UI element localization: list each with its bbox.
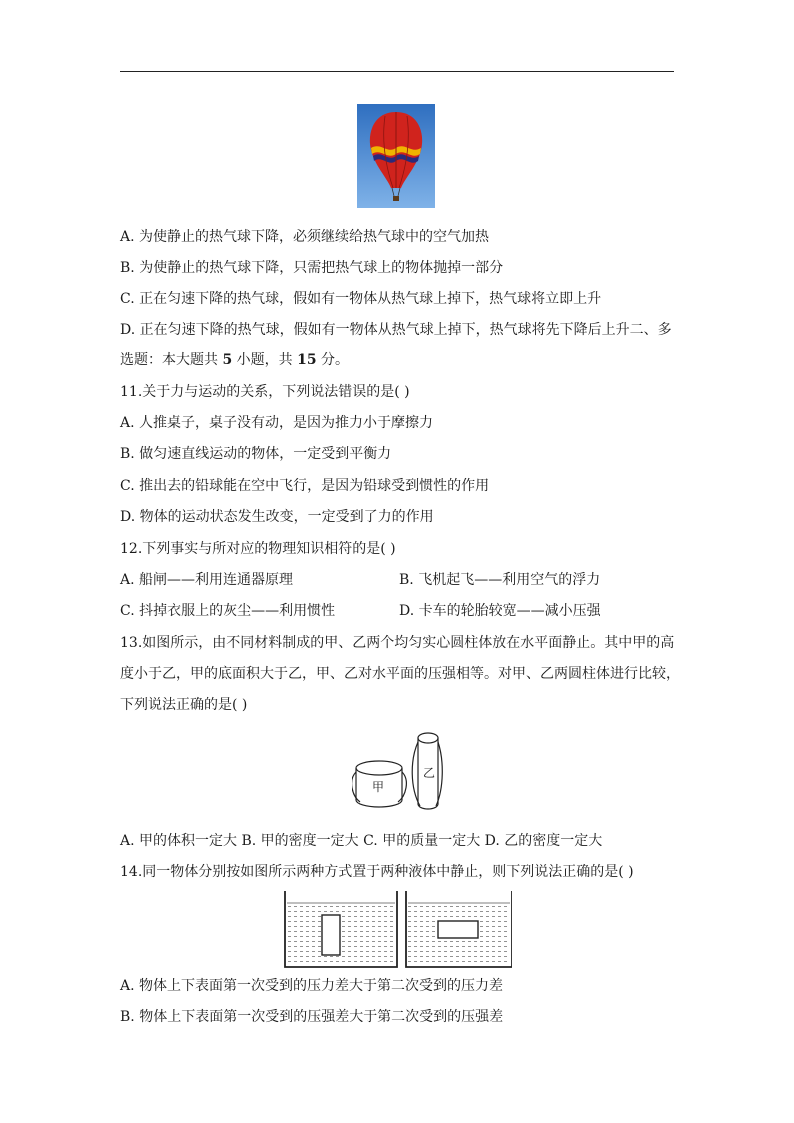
q12-option-a: A. 船闸——利用连通器原理	[120, 572, 294, 588]
q11-option-b: B. 做匀速直线运动的物体，一定受到平衡力	[120, 446, 392, 462]
question-12: 12.下列事实与所对应的物理知识相符的是( )	[120, 541, 396, 557]
question-13-line1: 13.如图所示，由不同材料制成的甲、乙两个均匀实心圆柱体放在水平面静止。其中甲的高	[120, 635, 675, 651]
option-d-balloon: D. 正在匀速下降的热气球，假如有一物体从热气球上掉下，热气球将先下降后上升二、多	[120, 322, 672, 338]
hot-air-balloon-image	[357, 104, 435, 208]
q12-option-c: C. 抖掉衣服上的灰尘——利用惯性	[120, 603, 336, 619]
question-13-line3: 下列说法正确的是( )	[120, 697, 248, 713]
q12-option-d: D. 卡车的轮胎较宽——减小压强	[399, 603, 601, 619]
q13-options: A. 甲的体积一定大 B. 甲的密度一定大 C. 甲的质量一定大 D. 乙的密度一定大	[120, 833, 603, 849]
q12-option-b: B. 飞机起飞——利用空气的浮力	[399, 572, 601, 588]
question-14: 14.同一物体分别按如图所示两种方式置于两种液体中静止，则下列说法正确的是( )	[120, 864, 634, 880]
header-rule	[120, 71, 674, 72]
q11-option-a: A. 人推桌子，桌子没有动，是因为推力小于摩擦力	[120, 415, 434, 431]
option-b-balloon: B. 为使静止的热气球下降，只需把热气球上的物体抛掉一部分	[120, 260, 504, 276]
option-c-balloon: C. 正在匀速下降的热气球，假如有一物体从热气球上掉下，热气球将立即上升	[120, 291, 602, 307]
cylinders-figure	[352, 730, 448, 812]
liquid-tanks-figure	[282, 889, 512, 969]
q14-option-a: A. 物体上下表面第一次受到的压力差大于第二次受到的压力差	[120, 978, 504, 994]
label-jia: 甲	[372, 780, 385, 794]
q14-option-b: B. 物体上下表面第一次受到的压强差大于第二次受到的压强差	[120, 1009, 504, 1025]
question-11: 11.关于力与运动的关系，下列说法错误的是( )	[120, 384, 410, 400]
q11-option-d: D. 物体的运动状态发生改变，一定受到了力的作用	[120, 509, 434, 525]
q11-option-c: C. 推出去的铅球能在空中飞行，是因为铅球受到惯性的作用	[120, 478, 490, 494]
question-13-line2: 度小于乙，甲的底面积大于乙，甲、乙对水平面的压强相等。对甲、乙两圆柱体进行比较，	[120, 666, 680, 682]
option-a-balloon: A. 为使静止的热气球下降，必须继续给热气球中的空气加热	[120, 229, 490, 245]
label-yi: 乙	[423, 766, 436, 780]
section-heading: 选题：本大题共 5 小题，共 15 分。	[120, 352, 350, 368]
